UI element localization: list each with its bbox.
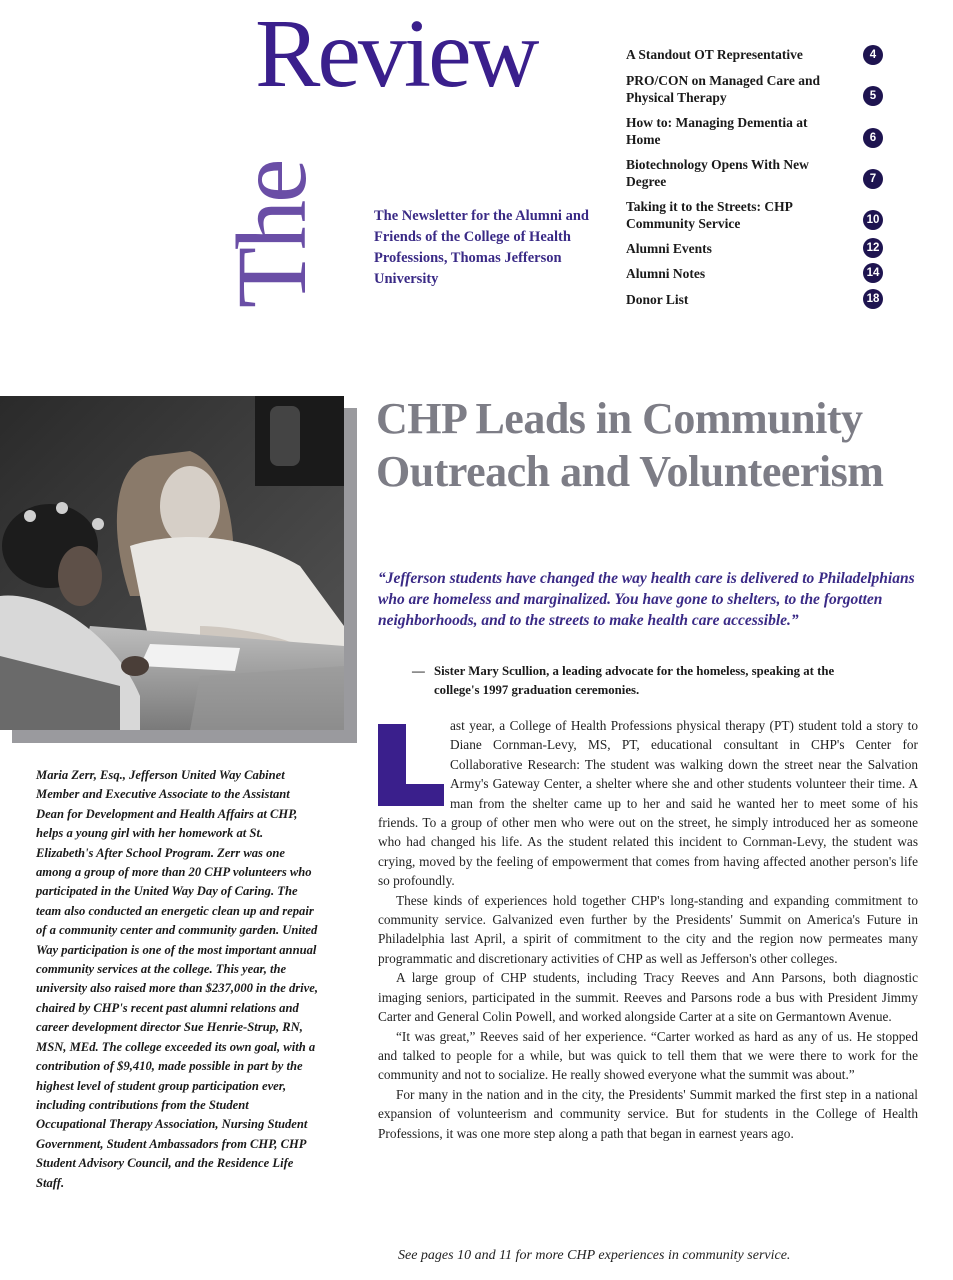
article-headline: CHP Leads in Community Outreach and Volunteerism (376, 394, 884, 496)
toc-item[interactable] (626, 198, 888, 232)
toc-item-label: Biotechnology Opens With New Degree (626, 157, 809, 189)
photo-caption: Maria Zerr, Esq., Jefferson United Way Cabinet Member and Executive Associate to the Assistant Dean for Development and Health Affairs at CHP, helps a young girl with her homework at St. Elizabeth's After School Program. Zerr was one among a group of more than 20 CHP volunteers who participated in the United Way Day of Caring. The team also conducted an energetic clean up and repair of a community center and community garden. United Way participation is one of the most important annual community services at the college. This year, the university also raised more than $237,000 in the drive, chaired by CHP's recent past alumni relations and career development director Sue Henrie-Strup, RN, MSN, MEd. The college exceeded its own goal, with a contribution of $9,410, made possible in part by the highest level of student group participation ever, including contributions from the Student Occupational Therapy Association, Nursing Student Government, Student Ambassadors from CHP, CHP Student Advisory Council, and the Residence Life Staff. (36, 768, 318, 1190)
volunteer-photo (0, 396, 344, 730)
toc-item[interactable] (626, 156, 888, 190)
toc-page-badge: 14 (863, 263, 883, 283)
toc-page-badge: 5 (863, 86, 883, 106)
article-body (378, 716, 918, 1143)
toc-item-label: Alumni Events (626, 241, 712, 256)
masthead-review: Review (255, 0, 537, 108)
toc-item[interactable] (626, 72, 888, 106)
pull-quote: “Jefferson students have changed the way health care is delivered to Philadelphians who are homeless and marginalized. You have gone to shelters, to the forgotten neighborhoods, and to the streets to make health care accessible.” (378, 570, 915, 629)
toc-item[interactable] (626, 240, 888, 257)
toc-item-label: A Standout OT Representative (626, 47, 803, 62)
article-paragraph: For many in the nation and in the city, the Presidents' Summit marked the first step in a national expansion of volunteerism and community service. But for students in the College of Health Professions, it was one more step along a path that began in earnest years ago. (378, 1086, 918, 1141)
toc-page-badge: 18 (863, 289, 883, 309)
toc-item-label: Donor List (626, 292, 689, 307)
toc-item[interactable] (626, 265, 888, 282)
toc-page-badge: 7 (863, 169, 883, 189)
attribution-dash: — (412, 664, 425, 678)
newsletter-tagline: The Newsletter for the Alumni and Friends of the College of Health Professions, Thomas Jefferson University (374, 208, 589, 287)
article-paragraph: “It was great,” Reeves said of her experience. “Carter worked as hard as any of us. He stopped and talked to people for a while, but was quick to tell them that we were there to work for the community and not to socialize. He really showed everyone what the summit was about.” (378, 1028, 918, 1083)
toc-item[interactable] (626, 46, 888, 63)
toc-item[interactable] (626, 114, 888, 148)
article-paragraph: A large group of CHP students, including Tracy Reeves and Ann Parsons, both diagnostic imaging seniors, participated in the summit. Reeves and Parsons rode a bus with President Jimmy Carter and General Colin Powell, and worked alongside Carter at a site on Germantown Avenue. (378, 970, 918, 1025)
toc-item-label: Taking it to the Streets: CHP Community Service (626, 199, 793, 231)
toc-page-badge: 12 (863, 238, 883, 258)
toc-item-label: How to: Managing Dementia at Home (626, 115, 808, 147)
article-paragraph: ast year, a College of Health Professions physical therapy (PT) student told a story to Diane Cornman-Levy, MS, PT, educational consultant in CHP's Center for Collaborative Research: The student was walking down the street near the Salvation Army's Gateway Center, a shelter where she and other students volunteer their time. A man from the shelter came up to her and said he wanted her to meet some of his friends. To a group of other men who were out on the street, he simply introduced her as someone who had changed his life. As the student related this incident to Cornman-Levy, the student was crying, moved by the feeling of empowerment that comes from having affected another person's life so profoundly. (378, 718, 918, 889)
toc-page-badge: 10 (863, 210, 883, 230)
article-paragraph: These kinds of experiences hold together CHP's long-standing and expanding commitment to community service. Galvanized even further by the Presidents' Summit on America's Future in Philadelphia last April, a spirit of commitment to the city and the region now permeates many programmatic and discretionary activities of CHP as well as Jefferson's other colleges. (378, 892, 918, 966)
toc-item[interactable] (626, 291, 888, 308)
toc-item-label: Alumni Notes (626, 266, 706, 281)
quote-attribution (412, 662, 854, 700)
toc-page-badge: 6 (863, 128, 883, 148)
toc-item-label: PRO/CON on Managed Care and Physical Therapy (626, 73, 821, 105)
attribution-text: Sister Mary Scullion, a leading advocate for the homeless, speaking at the college's 1997 graduation ceremonies. (434, 664, 835, 697)
toc-page-badge: 4 (863, 45, 883, 65)
masthead-the: The (216, 161, 327, 308)
see-pages-reference[interactable]: See pages 10 and 11 for more CHP experiences in community service. (398, 1248, 791, 1263)
